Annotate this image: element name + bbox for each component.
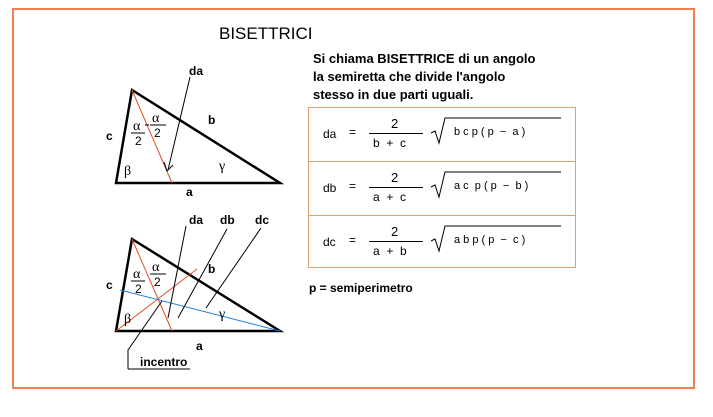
alpha-den-label: 2 xyxy=(135,282,142,296)
equals-sign: = xyxy=(349,179,357,193)
gamma-label: γ xyxy=(219,307,226,322)
bisector-label: db xyxy=(220,213,235,227)
numerator: 2 xyxy=(391,116,399,131)
definition-line: Si chiama BISETTRICE di un angolo xyxy=(313,51,536,66)
bisector-label: da xyxy=(189,64,204,78)
definition-line: la semiretta che divide l'angolo xyxy=(313,69,506,84)
radicand: a b p ( p − c ) xyxy=(454,234,526,246)
page-title: BISETTRICI xyxy=(219,24,313,43)
semiperimeter-note: p = semiperimetro xyxy=(309,281,413,295)
denominator: a + c xyxy=(373,190,407,204)
formula-name: dc xyxy=(323,235,336,249)
alpha-label: α xyxy=(152,260,160,275)
side-c-label: c xyxy=(106,278,113,292)
alpha-den-label: 2 xyxy=(154,275,161,289)
bisector-label: dc xyxy=(255,213,270,227)
denominator: a + b xyxy=(373,244,407,258)
side-b-label: b xyxy=(208,113,216,127)
alpha-label: α xyxy=(133,119,141,134)
bisector-dc-line xyxy=(120,290,280,331)
alpha-den-label: 2 xyxy=(135,134,142,148)
radicand: a c p ( p − b ) xyxy=(454,180,529,192)
definition-line: stesso in due parti uguali. xyxy=(313,87,474,102)
numerator: 2 xyxy=(391,170,399,185)
equals-sign: = xyxy=(349,125,357,139)
side-a-label: a xyxy=(196,339,203,353)
equals-sign: = xyxy=(349,233,357,247)
formula-name: db xyxy=(323,181,337,195)
bisector-label: da xyxy=(189,213,204,227)
gamma-label: γ xyxy=(219,159,226,174)
beta-label: β xyxy=(124,164,132,179)
beta-label: β xyxy=(124,312,132,327)
triangle-1 xyxy=(106,64,280,199)
triangle-2 xyxy=(106,213,280,369)
side-b-label: b xyxy=(208,262,216,276)
incenter-label: incentro xyxy=(140,355,188,369)
denominator: b + c xyxy=(373,136,407,150)
alpha-label: α xyxy=(133,267,141,282)
radicand: b c p ( p − a ) xyxy=(454,126,526,138)
side-c-label: c xyxy=(106,129,113,143)
alpha-den-label: 2 xyxy=(154,126,161,140)
numerator: 2 xyxy=(391,224,399,239)
formula-name: da xyxy=(323,127,337,141)
side-a-label: a xyxy=(186,185,193,199)
alpha-label: α xyxy=(152,111,160,126)
